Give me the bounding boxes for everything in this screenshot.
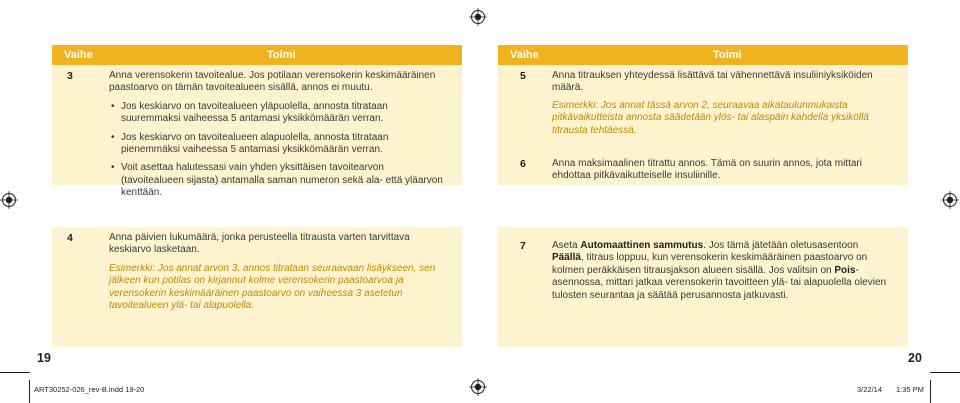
step-7-text-post: -asennossa, mittari jatkaa verensokerin tavoitteen ylä- tai alapuolella olevien tulosten seurantaa ja säätää perusannosta jatkuvasti. xyxy=(552,264,887,301)
page-number-left: 19 xyxy=(37,351,51,365)
slug-time: 1:35 PM xyxy=(896,385,924,394)
crop-mark xyxy=(930,380,931,403)
step-3-bullet: • Jos keskiarvo on tavoitealueen alapuolella, annosta titrataan pienemmäksi vaiheessa 5 antamasi yksikkömäärän verran. xyxy=(109,132,449,157)
step-3-bullets xyxy=(109,101,449,200)
step-3-bullet: • Voit asettaa halutessasi vain yhden yksittäisen tavoitearvon (tavoitealueen sijasta) antamalla saman numeron sekä ala- että yläarvon kenttään. xyxy=(109,162,449,199)
left-header-step: Vaihe xyxy=(64,49,93,61)
step-3-bullet: • Jos keskiarvo on tavoitealueen yläpuolella, annosta titrataan suuremmaksi vaiheessa 5 antamasi yksikkömäärän verran. xyxy=(109,101,449,126)
step-7-content xyxy=(552,240,892,302)
step-7-text-mid2: , titraus loppuu, kun verensokerin keskimääräinen paastoarvo on kolmen peräkkäisen titrausjakson alueen sisällä. Jos valitsin on xyxy=(552,252,868,276)
left-table-header xyxy=(52,45,462,65)
auto-off-label: Automaattinen sammutus xyxy=(580,240,704,251)
step-7-text xyxy=(552,240,892,302)
crop-mark xyxy=(29,380,30,403)
step-5-text: Anna titrauksen yhteydessä lisättävä tai vähennettävä insuliiniyksiköiden määrä. xyxy=(552,70,873,94)
step-3-intro: Anna verensokerin tavoitealue. Jos potilaan verensokerin keskimääräinen paastoarvo on tämän tavoitealueen sisällä, annos ei muutu. xyxy=(109,70,436,94)
right-header-action: Toimi xyxy=(713,49,742,61)
step-7-text-mid1: . Jos tämä jätetään oletusasentoon xyxy=(703,240,859,251)
right-table-header xyxy=(498,45,908,65)
page-number-right: 20 xyxy=(908,351,922,365)
slug-filename: ART30252-026_rev-B.indd 19-20 xyxy=(34,385,145,394)
step-number-3: 3 xyxy=(67,70,73,82)
crop-mark xyxy=(0,372,30,373)
step-6-content xyxy=(552,158,892,183)
step-5-content xyxy=(552,70,902,137)
left-header-action: Toimi xyxy=(267,49,296,61)
step-number-4: 4 xyxy=(67,232,73,244)
off-label: Pois xyxy=(834,264,856,276)
step-number-5: 5 xyxy=(520,70,526,82)
crop-mark xyxy=(930,372,960,373)
step-number-7: 7 xyxy=(520,240,526,252)
slug-date: 3/22/14 xyxy=(857,385,883,394)
registration-mark-top xyxy=(469,8,487,26)
step-3-content xyxy=(109,70,449,200)
step-4-text: Anna päivien lukumäärä, jonka perusteella titrausta varten tarvittava keskiarvo lasketaan. xyxy=(109,232,410,256)
step-5-example: Esimerkki: Jos annat tässä arvon 2, seuraavaa aikataulunmukaista pitkävaikutteista annosta säädetään ylös- tai alaspäin kahdella yksiköllä titrausta tehtäessä. xyxy=(552,99,869,136)
registration-mark-right xyxy=(941,191,959,209)
step-number-6: 6 xyxy=(520,158,526,170)
on-label: Päällä xyxy=(552,252,581,264)
right-header-step: Vaihe xyxy=(510,49,539,61)
step-4-example: Esimerkki: Jos annat arvon 3, annos titrataan seuraavaan lisäykseen, sen jälkeen kun potilas on kirjannut kolme verensokerin paastoarvoa ja verensokerin keskimääräinen paastoarvo on vaiheessa 3 asetetun tavoitealueen ylä- tai alapuolella. xyxy=(109,262,436,312)
step-6-text: Anna maksimaalinen titrattu annos. Tämä on suurin annos, jota mittari ehdottaa pitkävaikutteiselle insuliinille. xyxy=(552,158,862,182)
step-7-text-pre: Aseta xyxy=(552,240,581,251)
registration-mark-bottom xyxy=(469,378,487,396)
step-4-content xyxy=(109,232,454,312)
registration-mark-left xyxy=(0,191,18,209)
